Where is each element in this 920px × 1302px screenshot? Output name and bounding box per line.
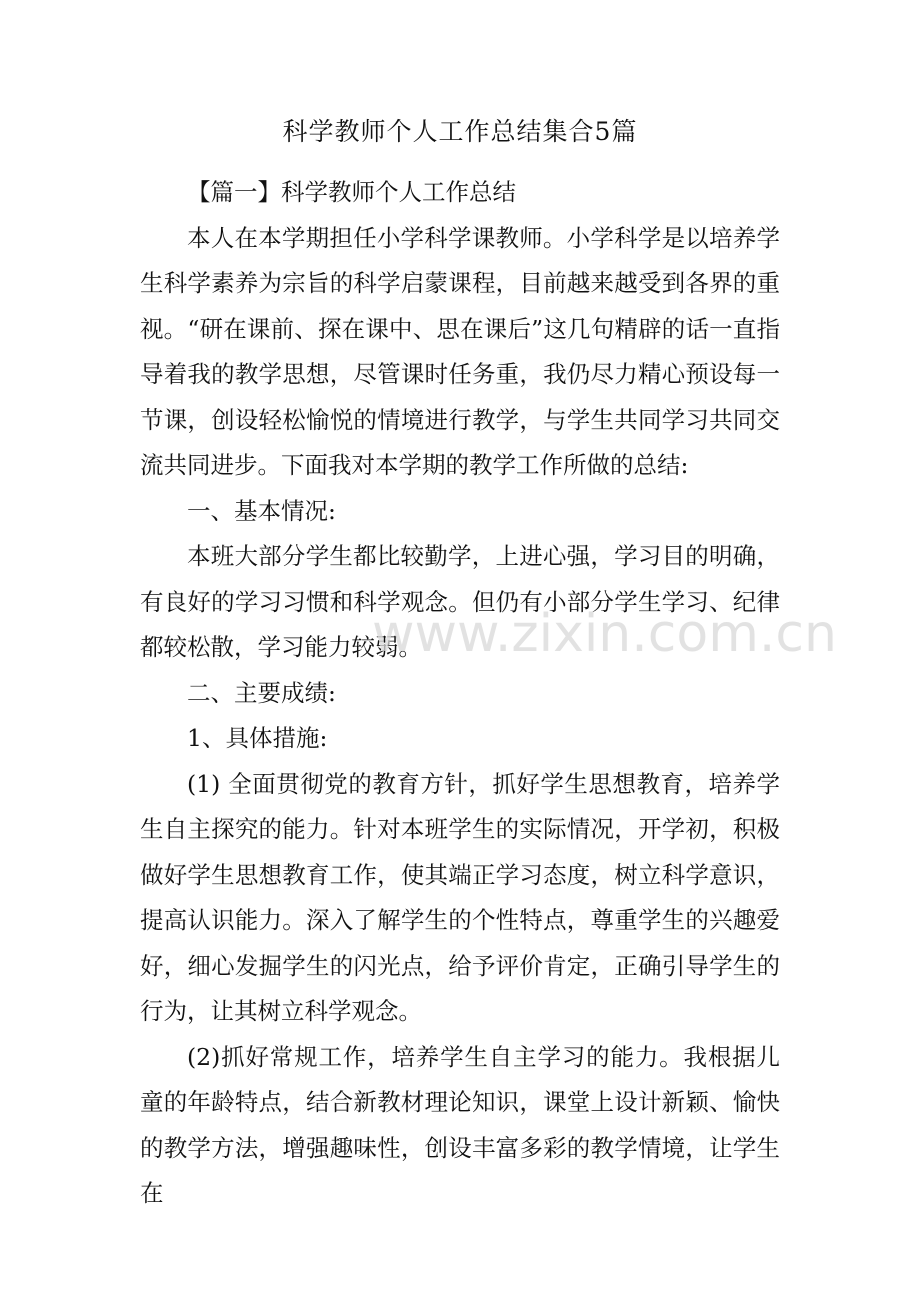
document-body <box>140 170 780 1217</box>
watermark: www.zixin.com.cn <box>372 604 837 664</box>
document-title: 科学教师个人工作总结集合5篇 <box>282 117 638 146</box>
heading-specific-measures: 1、具体措施: <box>187 724 328 752</box>
section-heading: 【篇一】科学教师个人工作总结 <box>187 178 516 206</box>
paragraph-measure-2: (2)抓好常规工作，培养学生自主学习的能力。我根据儿童的年龄特点，结合新教材理论知识，课堂上设计新颖、愉快的教学方法，增强趣味性，创设丰富多彩的教学情境，让学生在 <box>140 1042 780 1207</box>
heading-main-achievements: 二、主要成绩: <box>187 678 336 707</box>
paragraph-intro: 本人在本学期担任小学科学课教师。小学科学是以培养学生科学素养为宗旨的科学启蒙课程，目前越来越受到各界的重视。“研在课前、探在课中、思在课后”这几句精辟的话一直指导着我的教学思想，尽管课时任务重，我仍尽力精心预设每一节课，创设轻松愉悦的情境进行教学，与学生共同学习共同交流共同进步。下面我对本学期的教学工作所做的总结: <box>140 223 780 479</box>
heading-basic-situation: 一、基本情况: <box>187 496 336 525</box>
paragraph-basic-situation: 本班大部分学生都比较勤学，上进心强，学习目的明确，有良好的学习习惯和科学观念。但仍有小部分学生学习、纪律都较松散，学习能力较弱。 <box>140 542 780 661</box>
paragraph-measure-1: (1) 全面贯彻党的教育方针，抓好学生思想教育，培养学生自主探究的能力。针对本班学生的实际情况，开学初，积极做好学生思想教育工作，使其端正学习态度，树立科学意识，提高认识能力。深入了解学生的个性特点，尊重学生的兴趣爱好，细心发掘学生的闪光点，给予评价肯定，正确引导学生的行为，让其树立科学观念。 <box>140 769 780 1025</box>
